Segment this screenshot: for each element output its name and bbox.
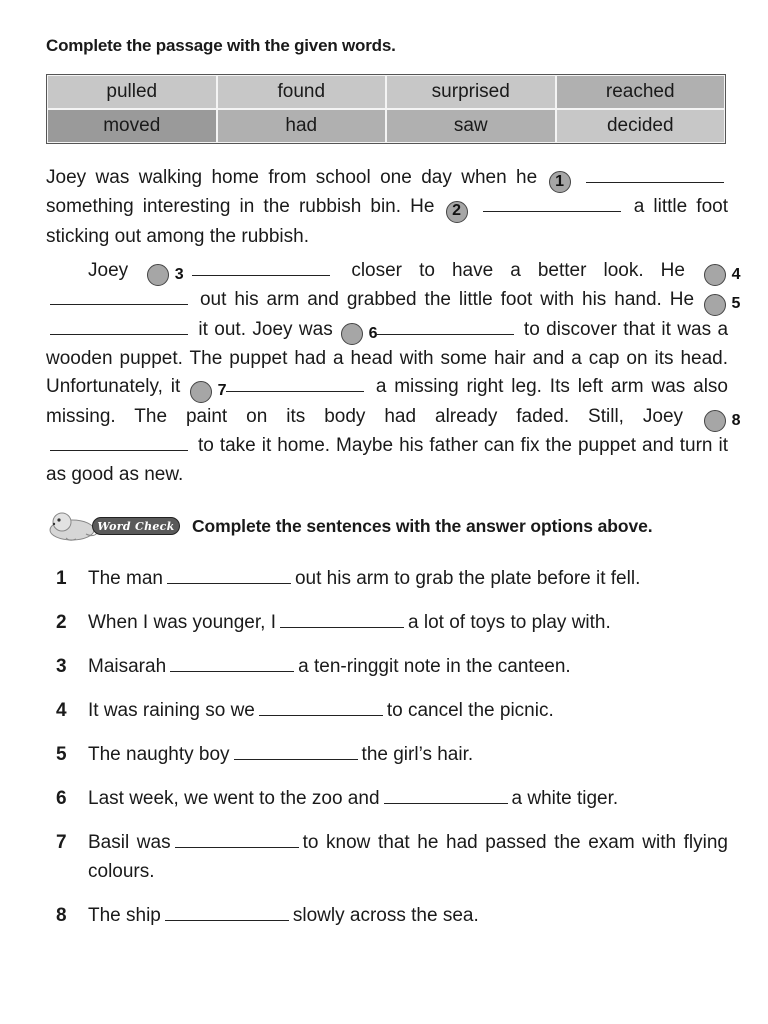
sentence-blank[interactable] [259,699,383,716]
sentence-text: Last week, we went to the zoo and [88,788,380,809]
sentence-text: Maisarah [88,656,167,677]
blank-number-badge: 8 [704,410,726,432]
blank-number-badge: 7 [190,381,212,403]
sentence-text: a lot of toys to play with. [408,612,611,633]
passage-text: Joey was walking home from school one day when he [46,167,538,188]
sentence-text: The naughty boy [88,744,230,765]
sentence-number: 3 [56,656,67,677]
sentence-number: 7 [56,832,67,853]
sentence-item [46,653,728,682]
word-bank-cell: found [217,75,387,109]
answer-blank-2[interactable] [483,195,621,212]
sentence-text: to know that he had passed the exam with flying colours. [88,832,728,882]
passage-text: to take it home. Maybe his father can fix the puppet and turn it as good as new. [46,435,728,485]
sentence-blank[interactable] [384,787,508,804]
passage-text: to discover that it was a wooden puppet. The puppet had a head with some hair and a cap on its head. Unfortunately, it [46,318,729,398]
sentence-blank[interactable] [170,655,294,672]
sentence-text: a white tiger. [511,788,619,809]
passage-text: something interesting in the rubbish bin. He [46,196,435,218]
sentence-blank[interactable] [280,611,404,628]
sentence-text: a ten-ringgit note in the canteen. [298,656,571,677]
sentence-text: the girl’s hair. [361,744,474,765]
sentence-text: The man [88,568,163,589]
answer-blank-4[interactable] [50,288,188,305]
blank-number-badge: 3 [147,264,169,286]
answer-blank-6[interactable] [376,318,514,335]
sentence-text: slowly across the sea. [292,905,479,926]
blank-number-badge: 1 [549,171,571,193]
sentence-text: out his arm to grab the plate before it fell. [294,568,641,589]
word-bank-cell: surprised [386,75,556,109]
passage-text: closer to have a better look. He [351,260,685,281]
sentence-item [46,902,728,931]
blank-number-badge: 6 [341,323,363,345]
sentence-item [46,565,728,594]
word-bank-cell: reached [556,75,726,109]
answer-blank-5[interactable] [50,318,188,335]
passage-paragraph-1 [46,164,728,251]
sentence-blank[interactable] [165,904,289,921]
word-bank-cell: pulled [47,75,217,109]
passage-text: a missing right leg. Its left arm was also missing. The paint on its body had already faded. Still, Joey [46,376,728,427]
answer-blank-1[interactable] [586,166,724,183]
word-check-header [46,507,736,545]
word-check-instruction: Complete the sentences with the answer options above. [192,515,653,536]
word-check-label: Word Check [92,517,180,535]
sentence-text: It was raining so we [88,700,255,721]
answer-blank-8[interactable] [50,434,188,451]
sentence-number: 6 [56,788,67,809]
sentence-item [46,697,728,726]
sentence-item [46,829,728,886]
answer-blank-7[interactable] [226,375,364,392]
sentence-number: 5 [56,744,67,765]
word-check-badge [46,508,184,544]
sentence-text: The ship [88,905,161,926]
sentence-blank[interactable] [234,743,358,760]
sentence-number: 4 [56,700,67,721]
sentence-number: 8 [56,905,67,926]
blank-number-badge: 5 [704,294,726,316]
page-heading: Complete the passage with the given words. [46,36,396,55]
sentence-item [46,785,728,814]
sentence-number: 2 [56,612,67,633]
blank-number-badge: 4 [704,264,726,286]
word-bank-cell: moved [47,109,217,143]
blank-number-badge: 2 [446,201,468,223]
sentence-blank[interactable] [167,567,291,584]
word-bank-cell: saw [386,109,556,143]
sentence-item [46,741,728,770]
sentence-text: When I was younger, I [88,612,276,633]
sentence-number: 1 [56,568,67,589]
passage-text: out his arm and grabbed the little foot with his hand. He [199,289,695,311]
passage-text: Joey [88,260,129,281]
word-bank-cell: decided [556,109,726,143]
word-bank-cell: had [217,109,387,143]
sentence-text: Basil was [88,832,171,853]
sentence-blank[interactable] [175,831,299,848]
passage-text: it out. Joey was [198,318,333,340]
passage-text: a little foot sticking out among the rubbish. [46,196,728,247]
sentence-text: to cancel the picnic. [386,700,554,721]
word-bank-table [46,74,726,144]
passage-paragraph-2 [46,257,741,489]
answer-blank-3[interactable] [192,259,330,276]
sentence-item [46,609,728,638]
